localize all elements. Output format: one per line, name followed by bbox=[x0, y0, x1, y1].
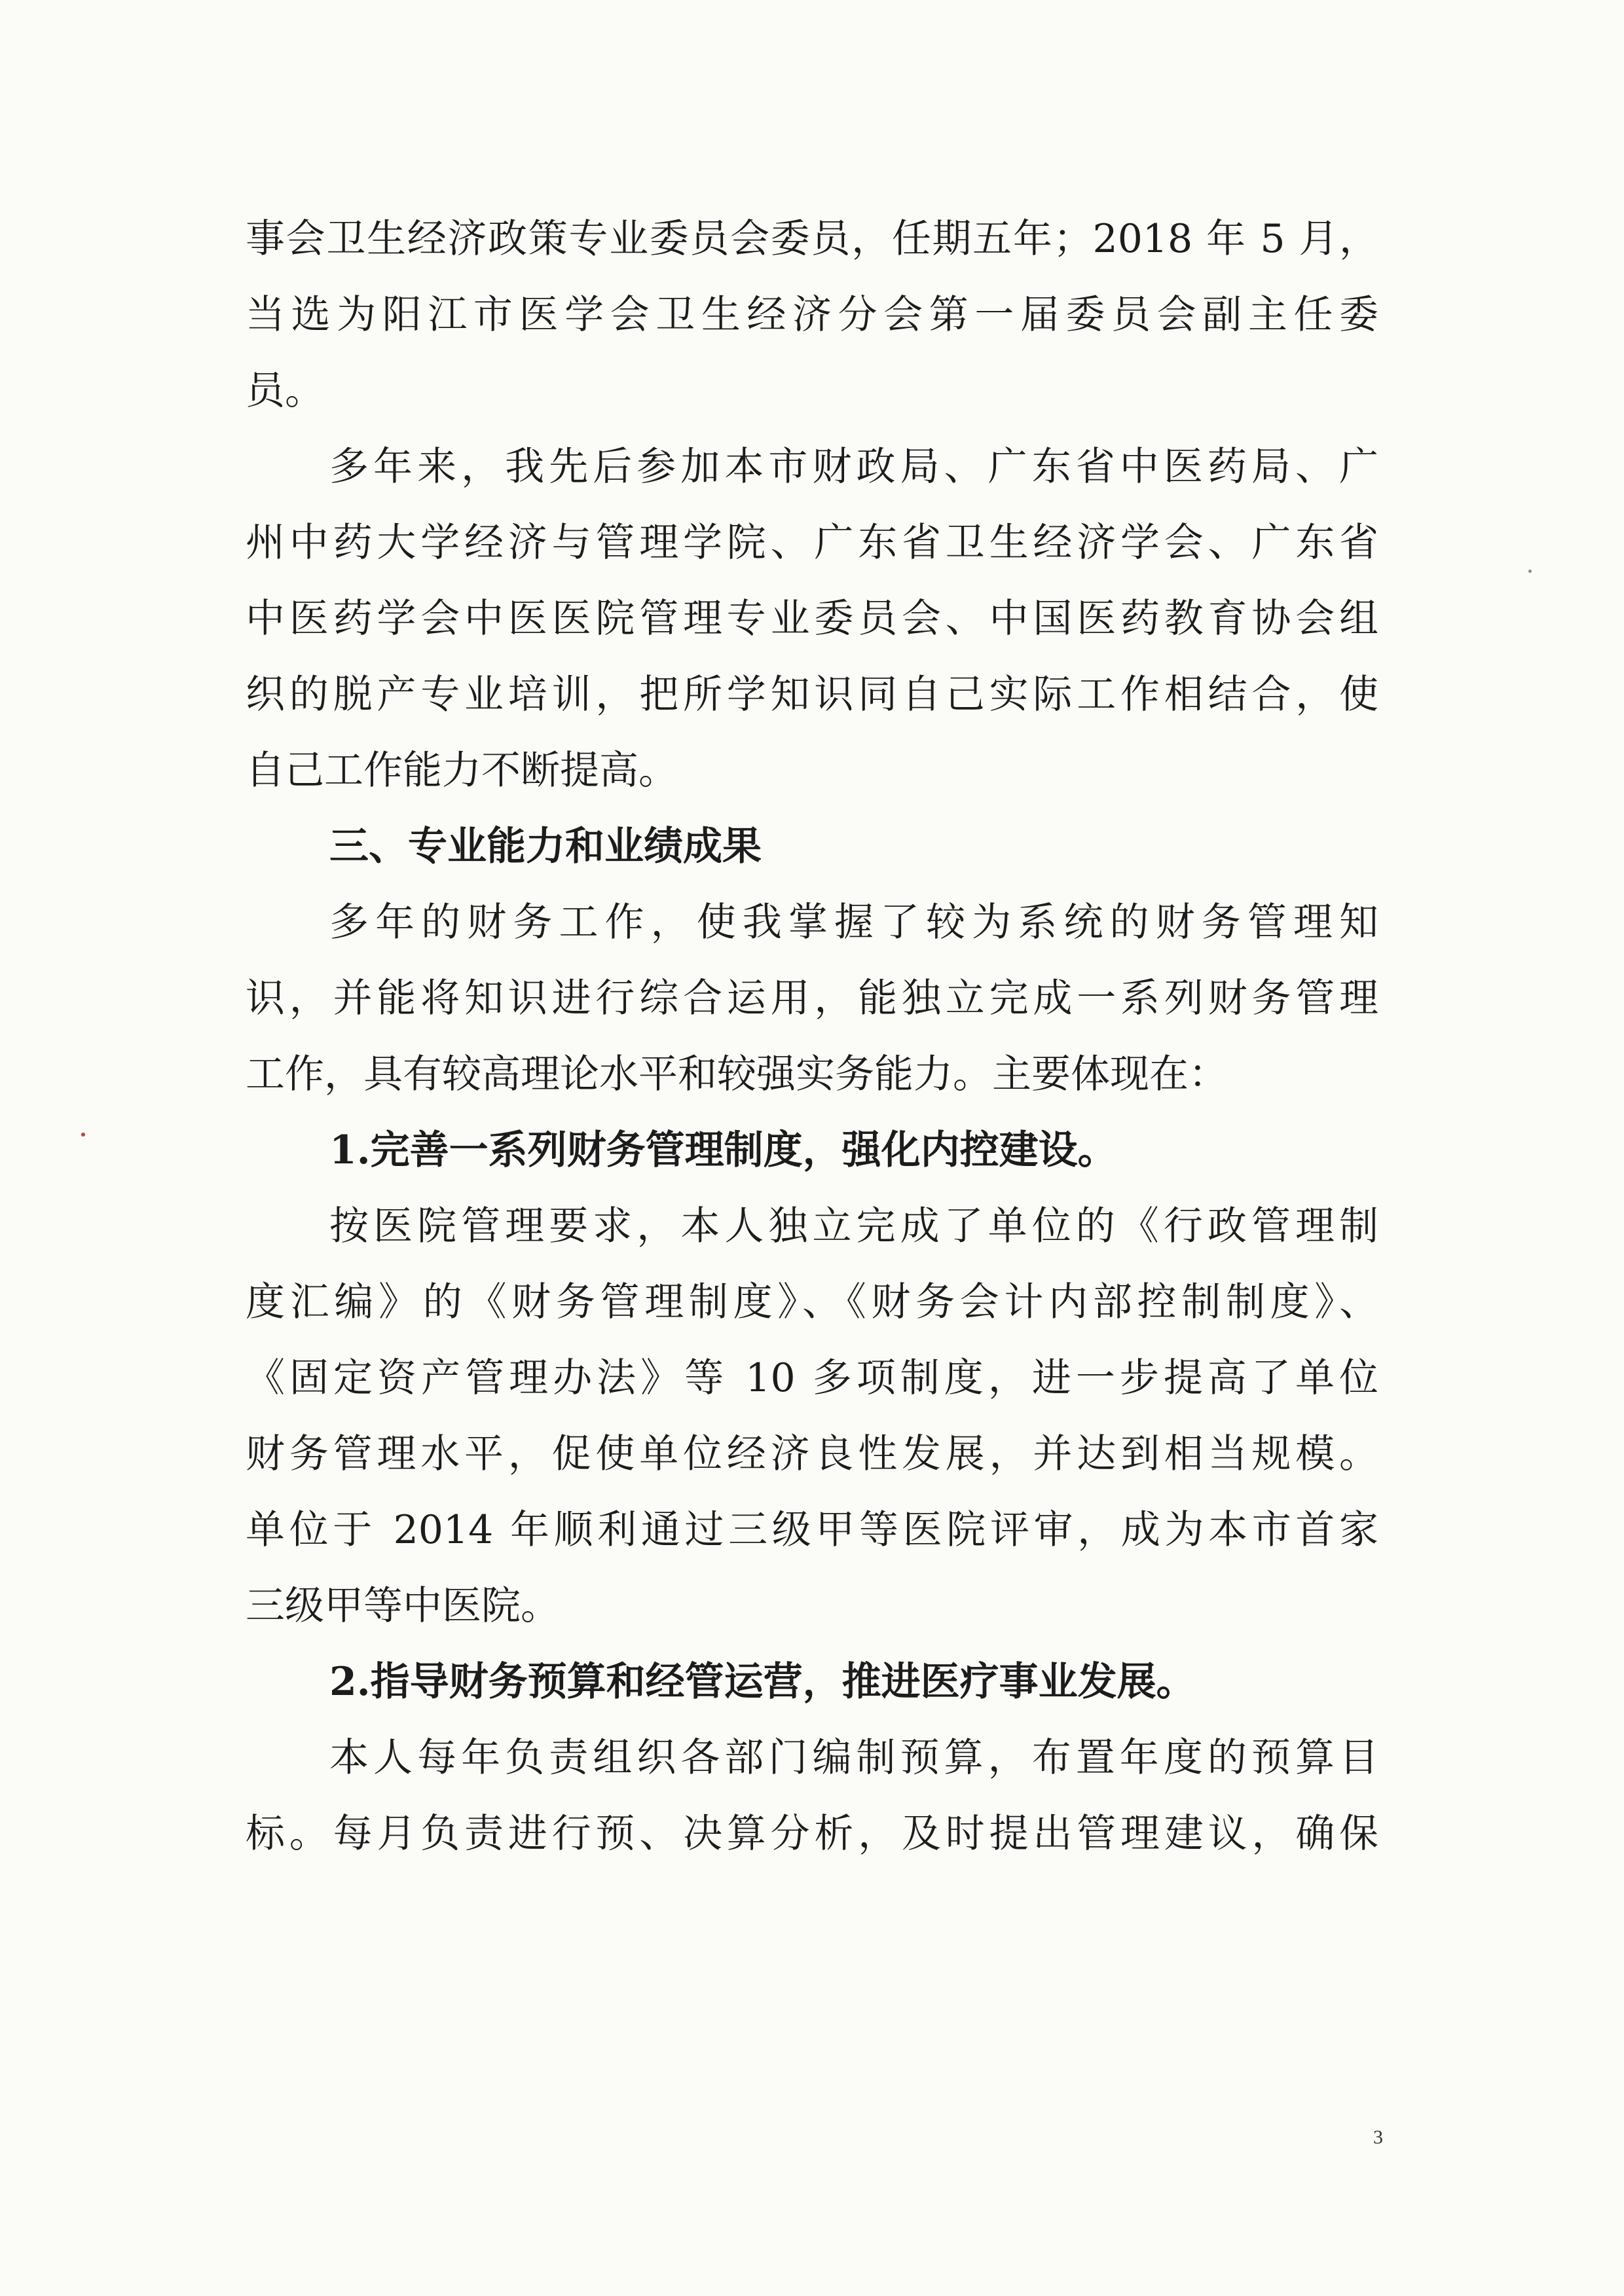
text-line: 单位于 2014 年顺利通过三级甲等医院评审，成为本市首家 bbox=[246, 1507, 1378, 1553]
text-line: 中医药学会中医医院管理专业委员会、中国医药教育协会组 bbox=[246, 596, 1378, 642]
text-line: 《固定资产管理办法》等 10 多项制度，进一步提高了单位 bbox=[246, 1355, 1378, 1401]
text-line: 多年的财务工作，使我掌握了较为系统的财务管理知 bbox=[329, 900, 1378, 945]
text-line: 州中药大学经济与管理学院、广东省卫生经济学会、广东省 bbox=[246, 520, 1378, 566]
text-line: 工作，具有较高理论水平和较强实务能力。主要体现在： bbox=[246, 1051, 1228, 1097]
text-line: 员。 bbox=[246, 368, 324, 414]
text-line: 织的脱产专业培训，把所学知识同自己实际工作相结合，使 bbox=[246, 672, 1378, 718]
text-line: 标。每月负责进行预、决算分析，及时提出管理建议，确保 bbox=[246, 1811, 1378, 1857]
text-line: 多年来，我先后参加本市财政局、广东省中医药局、广 bbox=[329, 444, 1378, 490]
section-heading: 三、专业能力和业绩成果 bbox=[329, 824, 762, 869]
subsection-heading: 1.完善一系列财务管理制度，强化内控建设。 bbox=[329, 1127, 1117, 1173]
text-line: 财务管理水平，促使单位经济良性发展，并达到相当规模。 bbox=[246, 1431, 1378, 1477]
text-line: 自己工作能力不断提高。 bbox=[246, 748, 678, 793]
scan-speck bbox=[1528, 570, 1532, 573]
text-line: 事会卫生经济政策专业委员会委员，任期五年；2018 年 5 月， bbox=[246, 216, 1378, 262]
text-line: 本人每年负责组织各部门编制预算，布置年度的预算目 bbox=[329, 1735, 1378, 1781]
subsection-heading: 2.指导财务预算和经管运营，推进医疗事业发展。 bbox=[329, 1659, 1196, 1705]
scan-speck bbox=[81, 1133, 85, 1137]
text-line: 当选为阳江市医学会卫生经济分会第一届委员会副主任委 bbox=[246, 292, 1378, 338]
text-line: 三级甲等中医院。 bbox=[246, 1583, 560, 1629]
page-number: 3 bbox=[1373, 2126, 1383, 2148]
text-line: 识，并能将知识进行综合运用，能独立完成一系列财务管理 bbox=[246, 975, 1378, 1021]
text-line: 按医院管理要求，本人独立完成了单位的《行政管理制 bbox=[329, 1203, 1378, 1249]
text-line: 度汇编》的《财务管理制度》、《财务会计内部控制制度》、 bbox=[246, 1279, 1378, 1325]
